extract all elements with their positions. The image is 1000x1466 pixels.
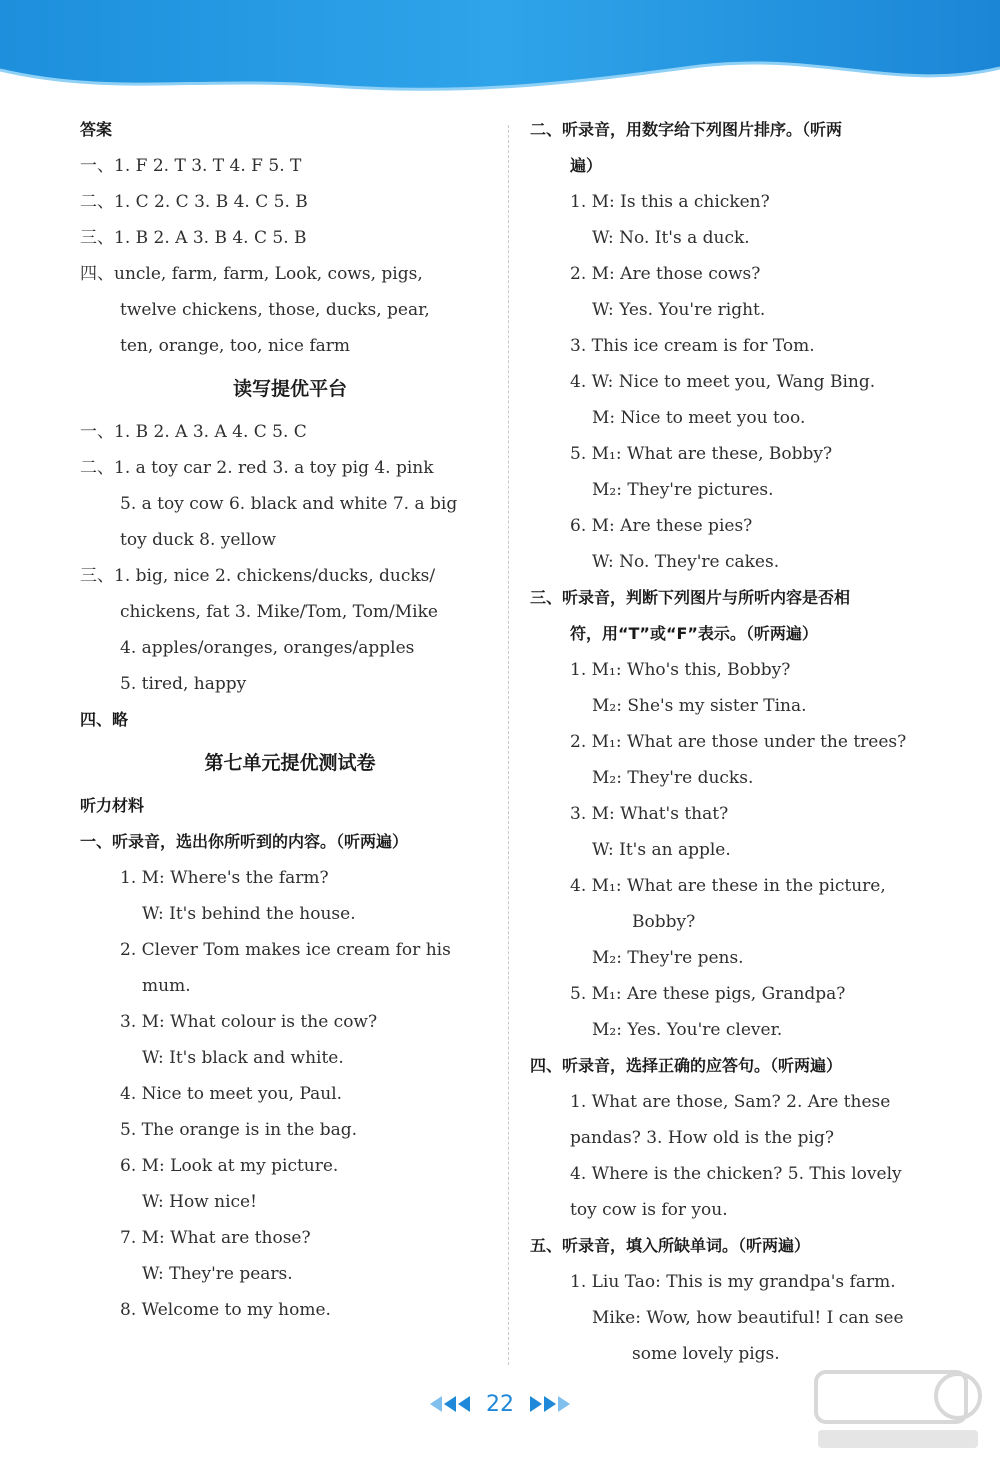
answer-line: 5. tired, happy <box>120 674 247 694</box>
answer-line: toy duck 8. yellow <box>120 530 277 550</box>
answer-line: 一、1. B 2. A 3. A 4. C 5. C <box>80 422 307 442</box>
answer-line: toy cow is for you. <box>570 1200 728 1220</box>
answer-line: 1. What are those, Sam? 2. Are these <box>570 1092 891 1112</box>
answer-line: twelve chickens, those, ducks, pear, <box>120 300 430 320</box>
section-heading: 二、听录音，用数字给下列图片排序。（听两 <box>530 120 843 139</box>
answer-line: 2. M₁: What are those under the trees? <box>570 732 907 752</box>
answer-line: 2. Clever Tom makes ice cream for his <box>120 940 451 960</box>
answer-line: 4. Nice to meet you, Paul. <box>120 1084 343 1104</box>
section-heading: 四、略 <box>80 710 129 729</box>
answer-line: M₂: They're pens. <box>592 948 744 968</box>
answer-line: ten, orange, too, nice farm <box>120 336 350 356</box>
answer-line: 三、1. B 2. A 3. B 4. C 5. B <box>80 228 307 248</box>
answer-line: W: No. They're cakes. <box>592 552 780 572</box>
answer-line: W: Yes. You're right. <box>592 300 766 320</box>
answer-line: M₂: Yes. You're clever. <box>592 1020 783 1040</box>
answer-line: M₂: She's my sister Tina. <box>592 696 807 716</box>
answer-line: W: How nice! <box>142 1192 257 1212</box>
section-heading: 五、听录音，填入所缺单词。（听两遍） <box>530 1236 811 1255</box>
watermark-logo-icon <box>808 1366 988 1456</box>
answer-line: 2. M: Are those cows? <box>570 264 761 284</box>
section-heading: 四、听录音，选择正确的应答句。（听两遍） <box>530 1056 843 1075</box>
answer-line: some lovely pigs. <box>632 1344 780 1364</box>
answer-line: 7. M: What are those? <box>120 1228 311 1248</box>
answer-line: 3. M: What's that? <box>570 804 729 824</box>
answer-line: 8. Welcome to my home. <box>120 1300 331 1320</box>
section-heading: 遍） <box>570 156 603 175</box>
answer-line: 5. M₁: What are these, Bobby? <box>570 444 833 464</box>
answer-line: 6. M: Look at my picture. <box>120 1156 339 1176</box>
answer-line: M₂: They're pictures. <box>592 480 774 500</box>
answer-line: 四、uncle, farm, farm, Look, cows, pigs, <box>80 264 423 284</box>
answer-line: 5. a toy cow 6. black and white 7. a big <box>120 494 458 514</box>
section-title: 读写提优平台 <box>232 378 347 400</box>
column-divider <box>508 125 509 1365</box>
answer-line: 二、1. a toy car 2. red 3. a toy pig 4. pink <box>80 458 434 478</box>
answer-line: 4. W: Nice to meet you, Wang Bing. <box>570 372 876 392</box>
answer-line: 4. apples/oranges, oranges/apples <box>120 638 415 658</box>
answer-line: Mike: Wow, how beautiful! I can see <box>592 1308 904 1328</box>
answer-line: 三、1. big, nice 2. chickens/ducks, ducks/ <box>80 566 436 586</box>
answer-line: 4. M₁: What are these in the picture, <box>570 876 886 896</box>
page-number: 22 <box>486 1391 514 1417</box>
answer-line: 4. Where is the chicken? 5. This lovely <box>570 1164 902 1184</box>
next-page-arrows-icon <box>530 1396 570 1412</box>
answer-line: M: Nice to meet you too. <box>592 408 806 428</box>
answer-line: 1. M₁: Who's this, Bobby? <box>570 660 791 680</box>
answer-line: 3. This ice cream is for Tom. <box>570 336 815 356</box>
answer-line: W: It's an apple. <box>592 840 731 860</box>
answer-line: pandas? 3. How old is the pig? <box>570 1128 834 1148</box>
section-heading: 答案 <box>80 120 113 139</box>
answer-line: 1. Liu Tao: This is my grandpa's farm. <box>570 1272 896 1292</box>
section-heading: 听力材料 <box>80 796 145 815</box>
header-wave-banner <box>0 0 1000 110</box>
prev-page-arrows-icon <box>430 1396 470 1412</box>
answer-line: 1. M: Is this a chicken? <box>570 192 770 212</box>
section-title: 第七单元提优测试卷 <box>204 752 376 774</box>
answer-line: 3. M: What colour is the cow? <box>120 1012 378 1032</box>
answer-line: W: No. It's a duck. <box>592 228 750 248</box>
answer-line: 1. M: Where's the farm? <box>120 868 329 888</box>
answer-line: W: They're pears. <box>142 1264 293 1284</box>
answer-line: mum. <box>142 976 191 996</box>
answer-line: W: It's behind the house. <box>142 904 356 924</box>
answer-line: 二、1. C 2. C 3. B 4. C 5. B <box>80 192 308 212</box>
left-column <box>80 112 500 1328</box>
section-heading: 符，用“T”或“F”表示。（听两遍） <box>570 624 818 643</box>
section-heading: 三、听录音，判断下列图片与所听内容是否相 <box>530 588 851 607</box>
answer-line: M₂: They're ducks. <box>592 768 754 788</box>
answer-line: 一、1. F 2. T 3. T 4. F 5. T <box>80 156 302 176</box>
answer-line: 6. M: Are these pies? <box>570 516 753 536</box>
right-column <box>530 112 950 1372</box>
section-heading: 一、听录音，选出你所听到的内容。（听两遍） <box>80 832 409 851</box>
answer-line: Bobby? <box>632 912 696 932</box>
answer-line: 5. The orange is in the bag. <box>120 1120 358 1140</box>
answer-line: 5. M₁: Are these pigs, Grandpa? <box>570 984 846 1004</box>
answer-line: chickens, fat 3. Mike/Tom, Tom/Mike <box>120 602 438 622</box>
answer-line: W: It's black and white. <box>142 1048 344 1068</box>
